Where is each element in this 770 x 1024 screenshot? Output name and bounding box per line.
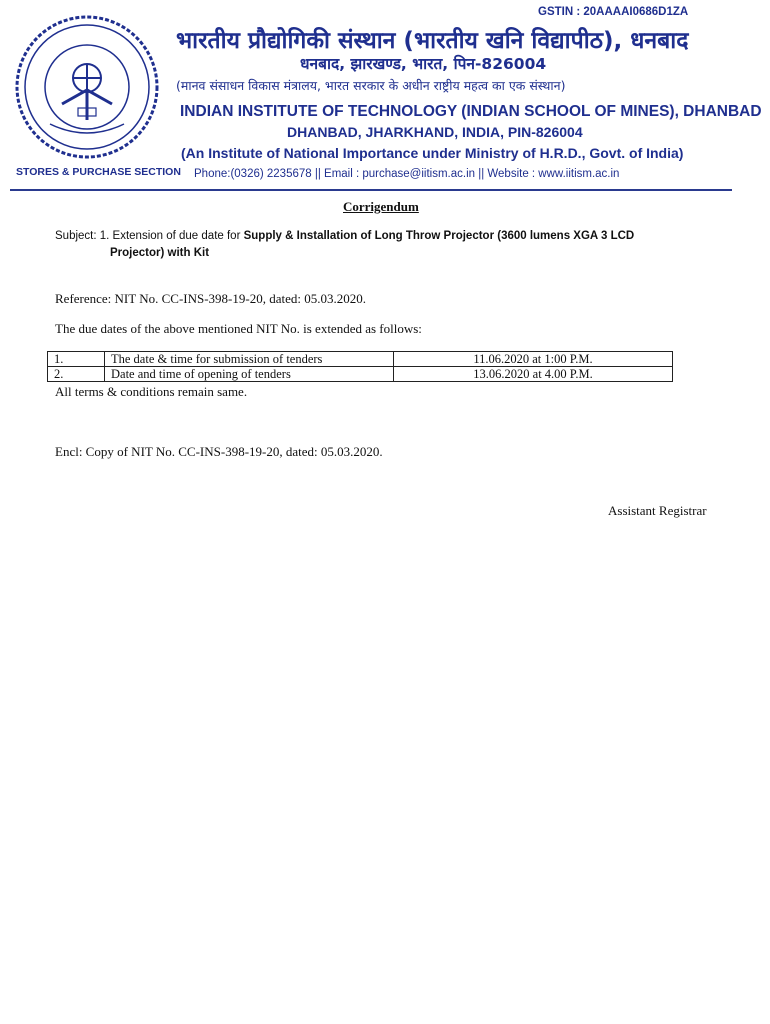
intro-line: The due dates of the above mentioned NIT No. is extended as follows: bbox=[55, 321, 422, 336]
institute-tagline-hindi: (मानव संसाधन विकास मंत्रालय, भारत सरकार के अधीन राष्ट्रीय महत्व का एक संस्थान) bbox=[176, 78, 566, 93]
institute-address-english: DHANBAD, JHARKHAND, INDIA, PIN-826004 bbox=[287, 124, 583, 140]
table-row bbox=[48, 367, 673, 382]
document-title: Corrigendum bbox=[343, 199, 419, 214]
signatory: Assistant Registrar bbox=[608, 503, 707, 518]
due-dates-table bbox=[47, 351, 673, 382]
subject-prefix: Subject: 1. Extension of due date for bbox=[55, 230, 244, 242]
section-name: STORES & PURCHASE SECTION bbox=[16, 166, 181, 178]
institute-name-english: INDIAN INSTITUTE OF TECHNOLOGY (INDIAN SCHOOL OF MINES), DHANBAD bbox=[180, 103, 762, 120]
row-item: The date & time for submission of tenders bbox=[105, 352, 394, 367]
row-value: 11.06.2020 at 1:00 P.M. bbox=[394, 352, 673, 367]
enclosure-line: Encl: Copy of NIT No. CC-INS-398-19-20, dated: 05.03.2020. bbox=[55, 444, 383, 459]
row-number: 2. bbox=[48, 367, 105, 382]
institute-tagline-english: (An Institute of National Importance under Ministry of H.R.D., Govt. of India) bbox=[181, 145, 684, 161]
institute-name-hindi: भारतीय प्रौद्योगिकी संस्थान (भारतीय खनि विद्यापीठ), धनबाद bbox=[176, 28, 689, 54]
contact-line: Phone:(0326) 2235678 || Email : purchase@iitism.ac.in || Website : www.iitism.ac.in bbox=[194, 168, 620, 180]
iit-ism-emblem-icon bbox=[12, 12, 162, 162]
subject-bold: Supply & Installation of Long Throw Projector (3600 lumens XGA 3 LCD bbox=[243, 230, 635, 242]
subject-line bbox=[55, 230, 634, 242]
header-divider bbox=[10, 189, 732, 191]
gstin-number: GSTIN : 20AAAAI0686D1ZA bbox=[538, 6, 689, 18]
terms-line: All terms & conditions remain same. bbox=[55, 384, 248, 399]
reference-line: Reference: NIT No. CC-INS-398-19-20, dated: 05.03.2020. bbox=[55, 291, 366, 306]
row-item: Date and time of opening of tenders bbox=[105, 367, 394, 382]
row-value: 13.06.2020 at 4.00 P.M. bbox=[394, 367, 673, 382]
row-number: 1. bbox=[48, 352, 105, 367]
institute-address-hindi: धनबाद, झारखण्ड, भारत, पिन-826004 bbox=[300, 55, 547, 73]
subject-continuation: Projector) with Kit bbox=[110, 247, 210, 259]
table-row bbox=[48, 352, 673, 367]
